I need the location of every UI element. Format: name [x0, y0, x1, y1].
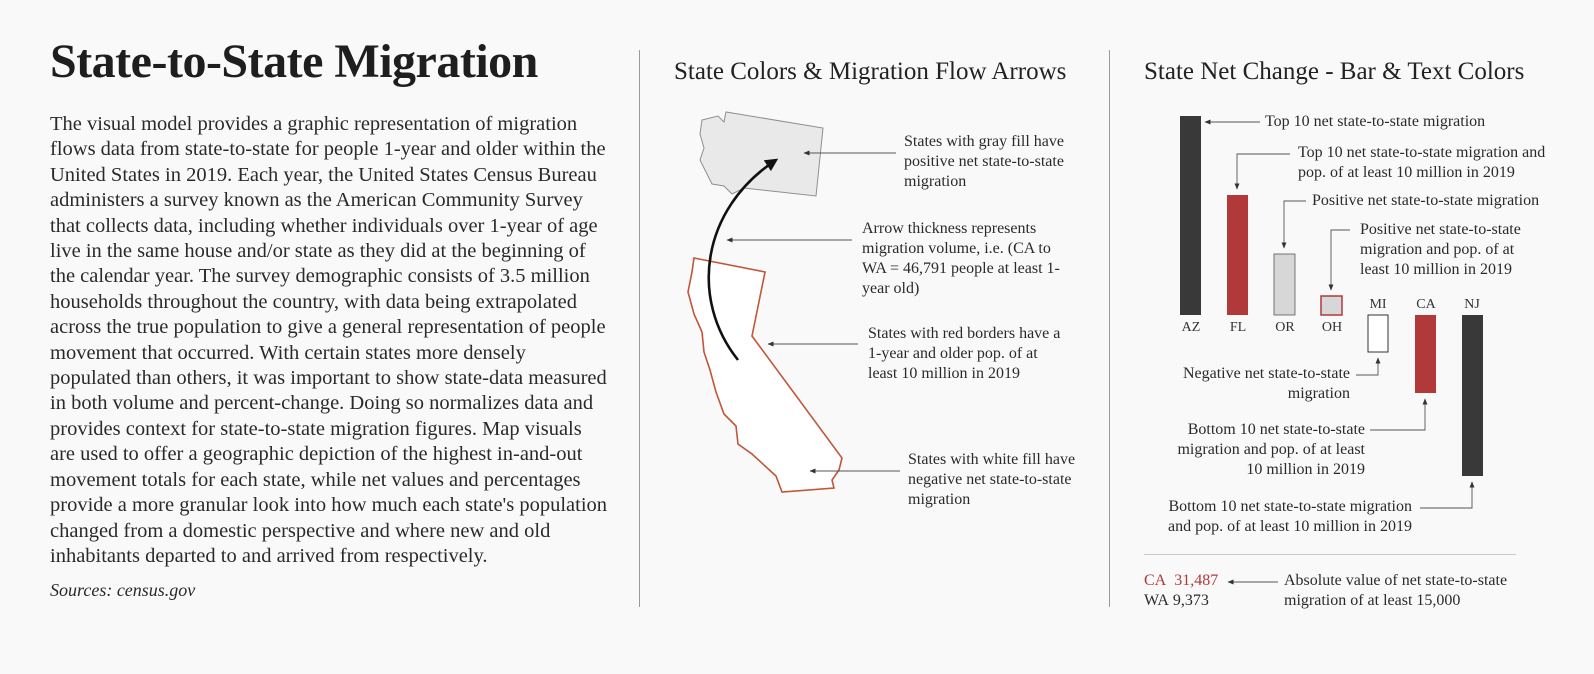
bar-ca [1415, 315, 1436, 393]
note-bottom10: Bottom 10 net state-to-state migration and pop. of at least 10 million in 2019 [1168, 498, 1412, 535]
note-top10: Top 10 net state-to-state migration [1265, 113, 1486, 130]
bar-label-mi: MI [1369, 297, 1387, 312]
note-positive: Positive net state-to-state migration [1312, 192, 1540, 209]
bar-mi [1368, 315, 1388, 352]
bar-label-or: OR [1275, 320, 1295, 335]
note-top10-large: Top 10 net state-to-state migration and pop. of at least 10 million in 2019 [1298, 144, 1546, 181]
legend-wa-line [1144, 592, 1209, 610]
bar-label-ca: CA [1416, 297, 1436, 312]
legend-wa-value: 9,373 [1172, 592, 1209, 609]
sources-citation: Sources: census.gov [50, 580, 196, 600]
legend-divider [1144, 554, 1516, 555]
map-panel-title: State Colors & Migration Flow Arrows [674, 58, 1067, 85]
bar-label-fl: FL [1229, 320, 1247, 335]
bar-panel-title: State Net Change - Bar & Text Colors [1144, 58, 1525, 85]
note-negative: Negative net state-to-state migration [1182, 365, 1350, 402]
bar-fl [1227, 195, 1248, 315]
bar-nj [1462, 315, 1483, 476]
description-paragraph: The visual model provides a graphic representation of migration flows data from state-to-state for people 1-year and older within the United States in 2019. Each year, the United States Census Bureau administers a survey known as the American Community Survey that collects data, including whether individuals over 1-year of age live in the same house and/or state as they did at the beginning of the calendar year. The survey demographic consists of 3.5 million households throughout the country, with data being extrapolated across the true population to give a general representation of people movement that occurred. With certain states more densely populated than others, it was important to show state-data measured in both volume and percent-change. Doing so normalizes data and provides context for state-to-state migration figures. Map visuals are used to offer a geographic depiction of the highest in-and-out movement totals for each state, while net values and percentages provide a more granular look into how much each state's population changed from a domestic perspective and where new and old inhabitants departed to and arrived from respectively. [50, 113, 608, 567]
note-absolute: Absolute value of net state-to-state migration of at least 15,000 [1284, 572, 1508, 609]
bar-label-nj: NJ [1464, 297, 1480, 312]
legend-ca-line [1144, 572, 1218, 590]
bar-or [1274, 254, 1295, 315]
california-state-shape [688, 258, 842, 492]
legend-wa-state: WA [1144, 592, 1169, 609]
note-white-fill: States with white fill have negative net state-to-state migration [908, 451, 1076, 508]
note-red-border: States with red borders have a 1-year and older pop. of at least 10 million in 2019 [868, 325, 1061, 382]
note-positive-large: Positive net state-to-state migration and pop. of at least 10 million in 2019 [1360, 221, 1521, 278]
washington-state-shape [700, 112, 823, 196]
legend-ca-state: CA [1144, 572, 1167, 589]
note-arrow-thickness: Arrow thickness represents migration volume, i.e. (CA to WA = 46,791 people at least 1-year old) [862, 220, 1060, 297]
note-bottom10-large: Bottom 10 net state-to-state migration and pop. of at least 10 million in 2019 [1177, 421, 1365, 478]
bar-label-oh: OH [1321, 320, 1343, 335]
bar-label-az: AZ [1181, 320, 1201, 335]
note-gray-fill: States with gray fill have positive net state-to-state migration [904, 133, 1064, 190]
legend-ca-value: 31,487 [1174, 572, 1219, 589]
page-title: State-to-State Migration [50, 35, 538, 88]
bar-az [1180, 116, 1201, 315]
bar-oh [1321, 296, 1342, 315]
